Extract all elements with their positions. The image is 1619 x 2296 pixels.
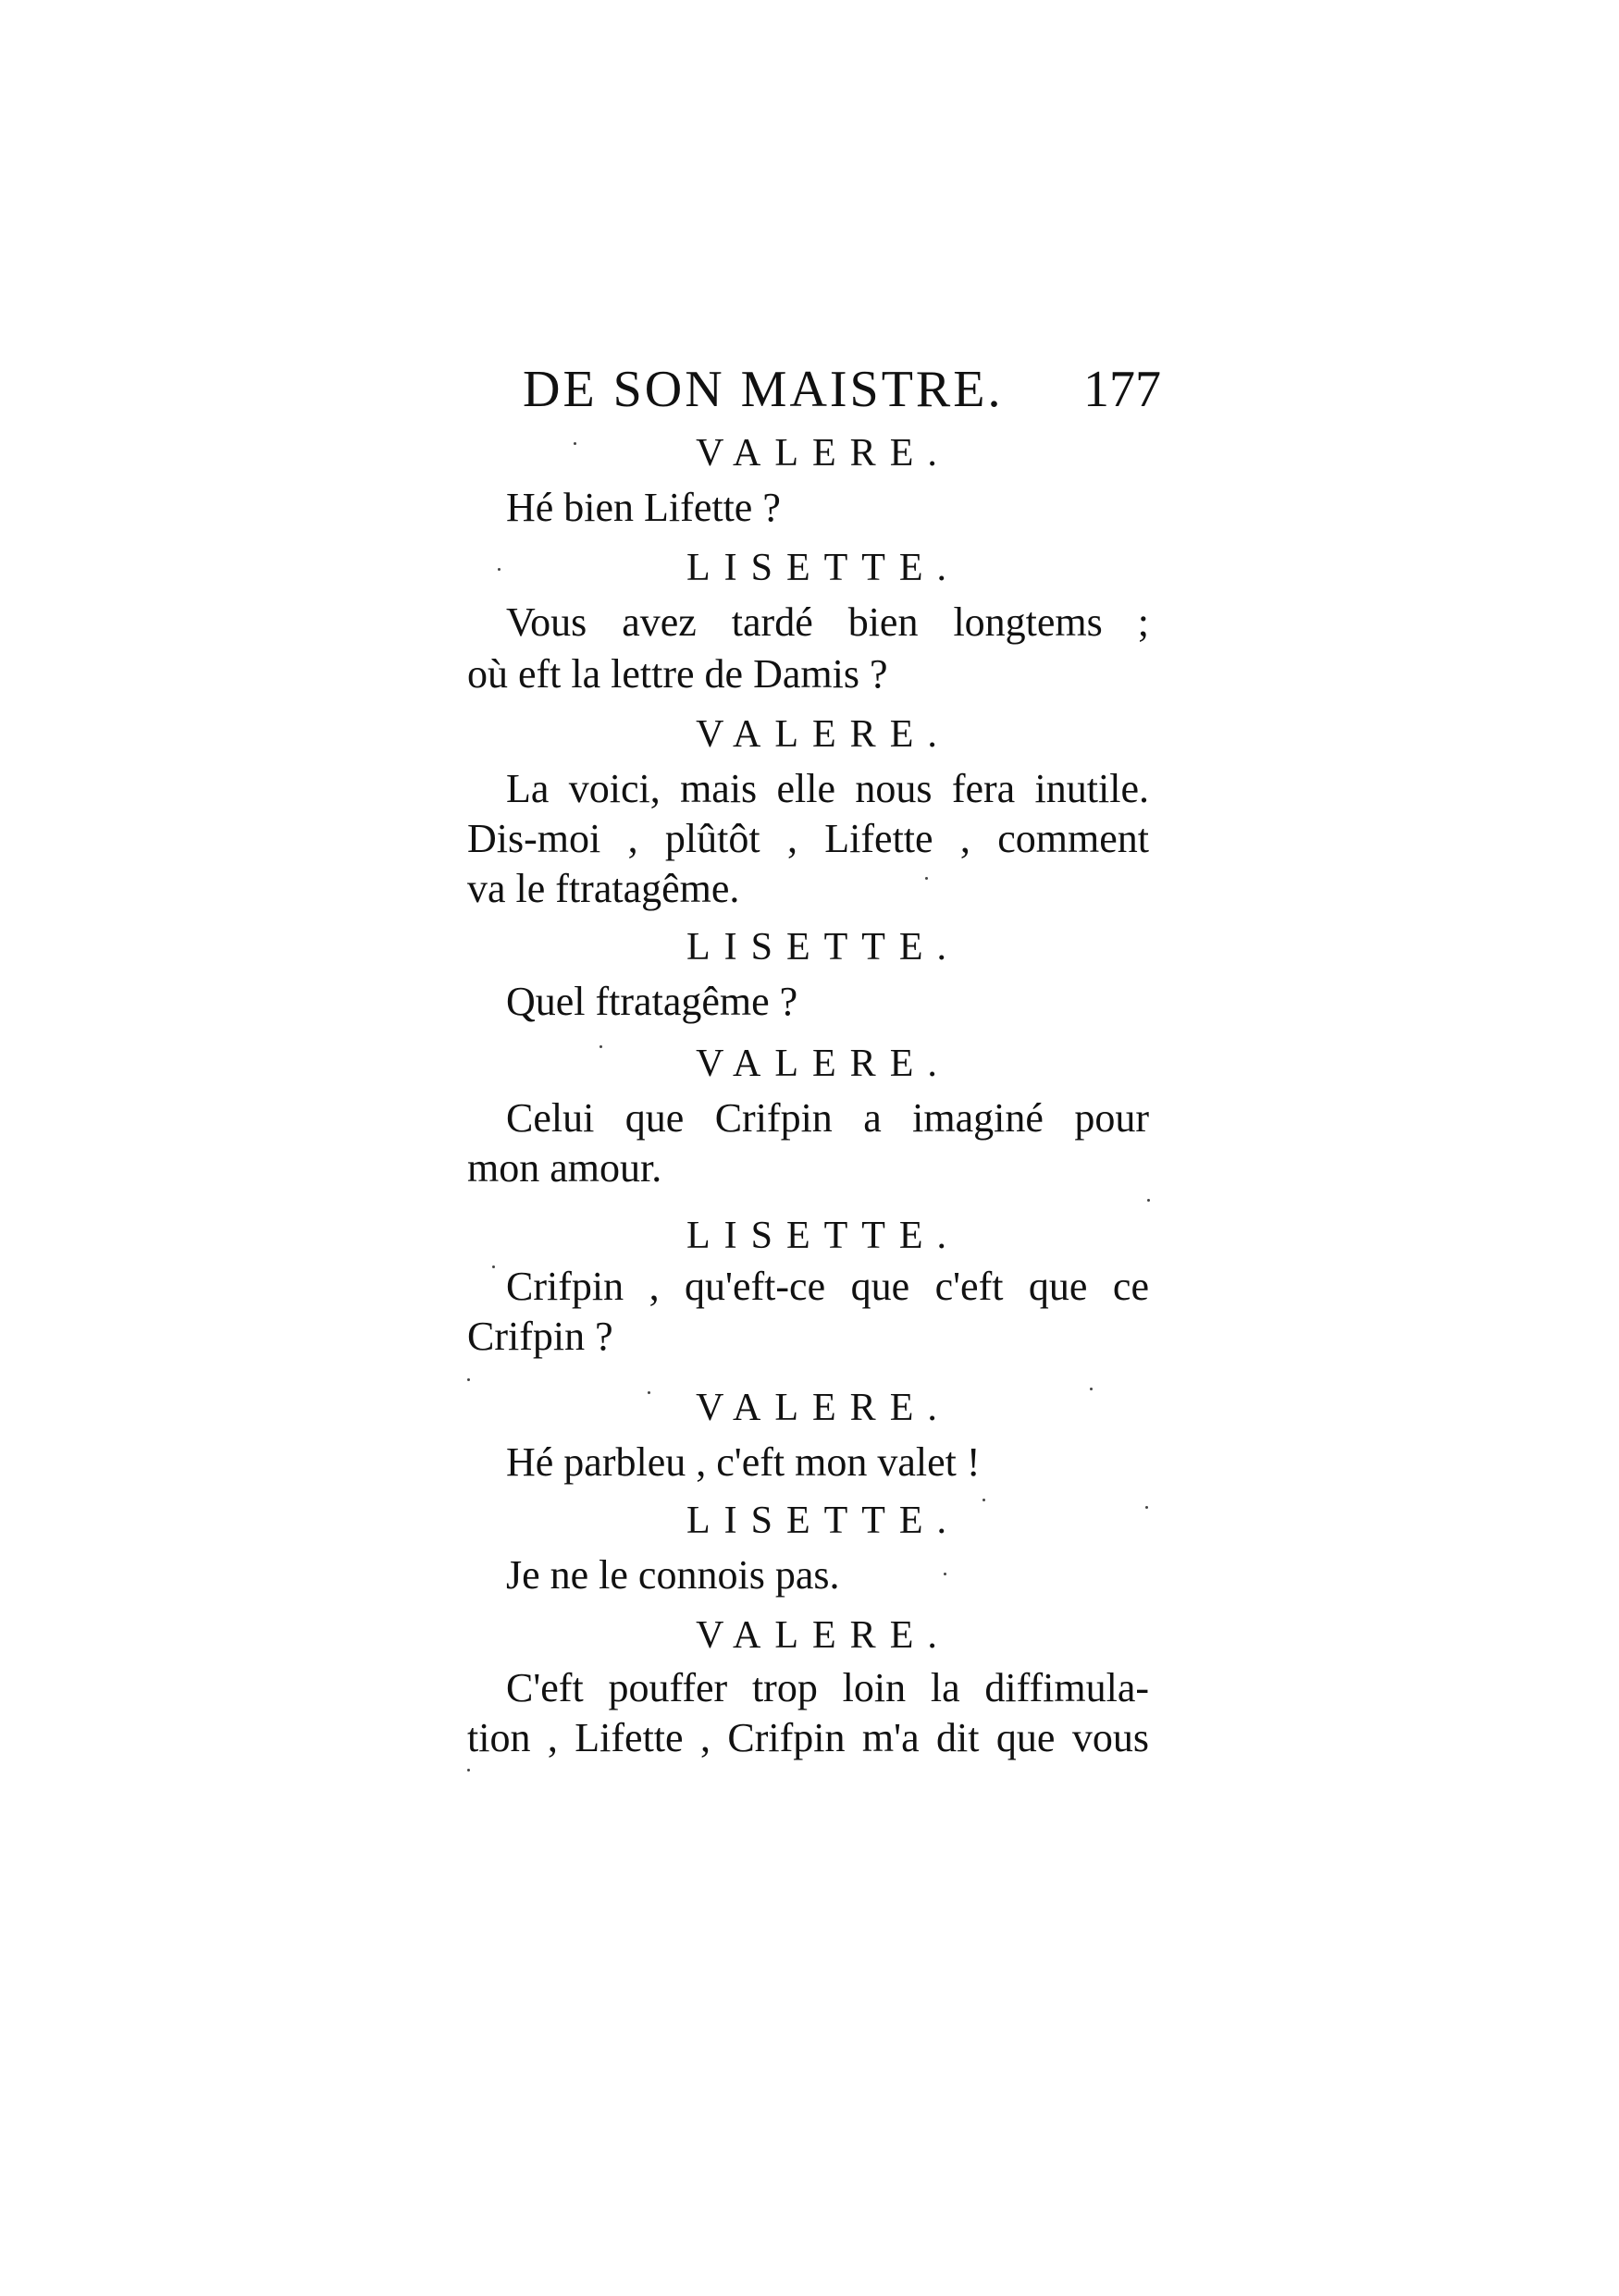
scan-speck [944, 1573, 946, 1575]
scan-speck [599, 1045, 602, 1048]
speech-line: Je ne le connois pas. [506, 1552, 840, 1598]
speech-line: Hé parbleu , c'eft mon valet ! [506, 1439, 981, 1485]
speech-line: Crifpin ? [467, 1314, 613, 1359]
scan-speck [1145, 1506, 1148, 1509]
speech-line: mon amour. [467, 1145, 662, 1191]
scan-speck [574, 442, 576, 445]
scan-speck [467, 1378, 470, 1381]
page-number: 177 [1083, 361, 1161, 418]
speech-line: va le ftratagême. [467, 866, 740, 911]
speech-line: La voici, mais elle nous fera inutile. [506, 766, 1149, 811]
speaker-name: VALERE. [696, 1614, 951, 1657]
speech-line: Crifpin , qu'eft-ce que c'eft que ce [506, 1264, 1149, 1309]
scan-speck [467, 1769, 470, 1771]
scan-speck [498, 568, 501, 571]
speaker-name: LISETTE. [686, 1500, 961, 1542]
scan-speck [1147, 1199, 1150, 1202]
scan-speck [1090, 1388, 1093, 1390]
speech-line: tion , Lifette , Crifpin m'a dit que vous [467, 1715, 1149, 1760]
scan-speck [492, 1265, 495, 1268]
speaker-name: VALERE. [696, 432, 951, 475]
speech-line: Hé bien Lifette ? [506, 485, 781, 530]
speech-line: où eft la lettre de Damis ? [467, 651, 888, 697]
scan-speck [648, 1391, 650, 1394]
speaker-name: LISETTE. [686, 926, 961, 969]
speaker-name: LISETTE. [686, 1215, 961, 1257]
scan-speck [925, 877, 928, 880]
speaker-name: VALERE. [696, 1043, 951, 1085]
speech-line: Vous avez tardé bien longtems ; [506, 599, 1149, 645]
speaker-name: VALERE. [696, 1387, 951, 1429]
running-title: DE SON MAISTRE. [523, 361, 1004, 418]
speaker-name: VALERE. [696, 713, 951, 756]
speech-line: Dis-moi , plûtôt , Lifette , comment [467, 816, 1149, 861]
speech-line: C'eft pouffer trop loin la diffimula- [506, 1665, 1149, 1710]
running-head [523, 357, 1161, 422]
speech-line: Celui que Crifpin a imaginé pour [506, 1095, 1149, 1141]
speaker-name: LISETTE. [686, 547, 961, 589]
speech-line: Quel ftratagême ? [506, 979, 798, 1024]
scan-speck [983, 1499, 985, 1501]
